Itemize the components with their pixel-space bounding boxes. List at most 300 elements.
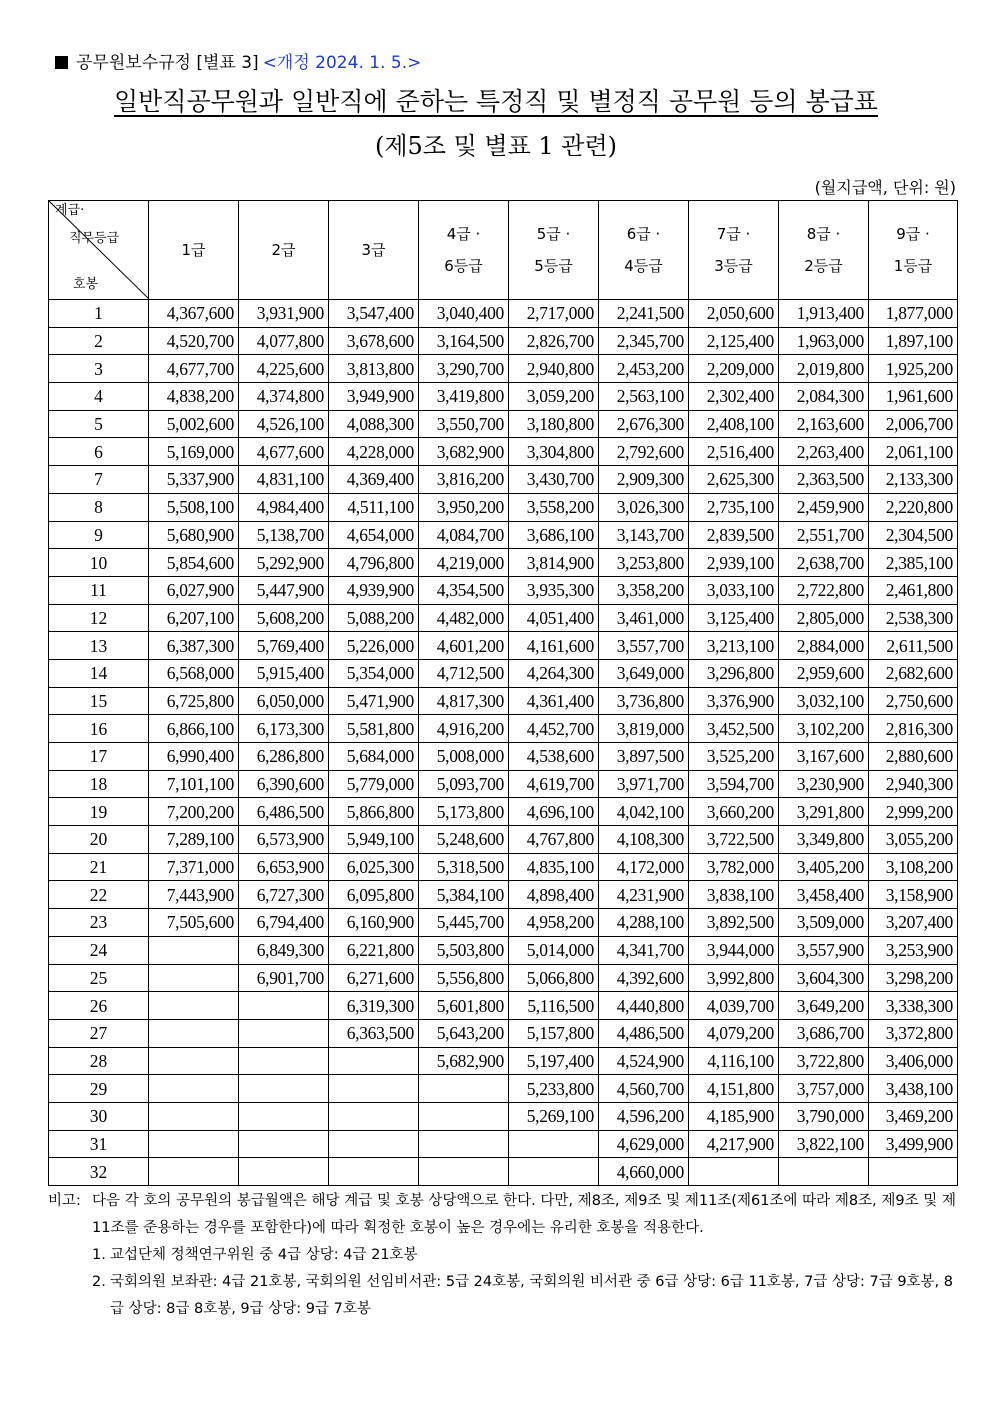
salary-cell: 3,822,100 (779, 1130, 869, 1158)
salary-cell: 3,499,900 (869, 1130, 958, 1158)
salary-cell: 5,088,200 (329, 604, 419, 632)
salary-cell: 5,684,000 (329, 743, 419, 771)
salary-cell: 2,363,500 (779, 466, 869, 494)
salary-cell: 2,792,600 (599, 438, 689, 466)
table-row (49, 936, 958, 964)
salary-cell (329, 1158, 419, 1186)
column-header: 7급 · 3등급 (689, 201, 779, 300)
salary-cell: 3,931,900 (239, 300, 329, 328)
document-subtitle: (제5조 및 별표 1 관련) (374, 132, 618, 160)
salary-cell: 4,831,100 (239, 466, 329, 494)
salary-cell: 3,557,900 (779, 936, 869, 964)
salary-cell: 5,197,400 (509, 1047, 599, 1075)
salary-cell: 4,225,600 (239, 355, 329, 383)
salary-cell: 2,676,300 (599, 410, 689, 438)
salary-cell: 3,253,800 (599, 549, 689, 577)
salary-cell: 5,292,900 (239, 549, 329, 577)
salary-cell: 6,990,400 (149, 743, 239, 771)
salary-cell: 4,767,800 (509, 826, 599, 854)
salary-cell: 3,558,200 (509, 493, 599, 521)
column-header: 9급 · 1등급 (869, 201, 958, 300)
salary-cell: 7,443,900 (149, 881, 239, 909)
step-cell: 3 (49, 355, 149, 383)
salary-cell (239, 1158, 329, 1186)
salary-cell: 4,369,400 (329, 466, 419, 494)
salary-cell: 4,039,700 (689, 992, 779, 1020)
salary-cell: 5,581,800 (329, 715, 419, 743)
table-row (49, 992, 958, 1020)
salary-cell: 3,550,700 (419, 410, 509, 438)
salary-cell: 4,288,100 (599, 909, 689, 937)
salary-cell (149, 992, 239, 1020)
salary-cell: 2,133,300 (869, 466, 958, 494)
salary-cell: 3,055,200 (869, 826, 958, 854)
salary-cell: 3,290,700 (419, 355, 509, 383)
step-cell: 27 (49, 1019, 149, 1047)
salary-cell: 5,779,000 (329, 770, 419, 798)
salary-cell: 3,678,600 (329, 327, 419, 355)
salary-cell: 6,901,700 (239, 964, 329, 992)
salary-cell: 7,101,100 (149, 770, 239, 798)
step-cell: 7 (49, 466, 149, 494)
salary-cell: 6,849,300 (239, 936, 329, 964)
salary-cell: 4,619,700 (509, 770, 599, 798)
salary-cell: 6,207,100 (149, 604, 239, 632)
salary-cell: 4,835,100 (509, 853, 599, 881)
table-row (49, 410, 958, 438)
salary-cell (779, 1158, 869, 1186)
salary-cell: 4,161,600 (509, 632, 599, 660)
salary-cell: 5,157,800 (509, 1019, 599, 1047)
salary-cell: 5,445,700 (419, 909, 509, 937)
salary-cell: 6,486,500 (239, 798, 329, 826)
salary-cell: 4,108,300 (599, 826, 689, 854)
salary-cell: 2,084,300 (779, 383, 869, 411)
salary-cell: 2,459,900 (779, 493, 869, 521)
salary-cell: 3,547,400 (329, 300, 419, 328)
salary-cell: 3,686,100 (509, 521, 599, 549)
salary-cell: 2,682,600 (869, 659, 958, 687)
square-bullet-icon (55, 56, 68, 69)
table-row (49, 521, 958, 549)
salary-cell (329, 1047, 419, 1075)
corner-label-rank: 계급· (55, 203, 85, 218)
salary-cell: 4,524,900 (599, 1047, 689, 1075)
table-row (49, 632, 958, 660)
salary-cell (149, 936, 239, 964)
salary-cell: 7,505,600 (149, 909, 239, 937)
remarks-main (48, 1188, 956, 1242)
salary-table-body (49, 300, 958, 1186)
table-row (49, 549, 958, 577)
salary-cell: 2,563,100 (599, 383, 689, 411)
salary-cell (509, 1158, 599, 1186)
salary-cell: 3,757,000 (779, 1075, 869, 1103)
salary-cell: 3,686,700 (779, 1019, 869, 1047)
salary-cell: 2,061,100 (869, 438, 958, 466)
salary-cell: 3,033,100 (689, 576, 779, 604)
step-cell: 26 (49, 992, 149, 1020)
salary-cell: 4,452,700 (509, 715, 599, 743)
salary-cell: 4,482,000 (419, 604, 509, 632)
salary-cell (239, 992, 329, 1020)
table-row (49, 659, 958, 687)
salary-cell: 3,230,900 (779, 770, 869, 798)
salary-cell: 3,992,800 (689, 964, 779, 992)
salary-cell (419, 1075, 509, 1103)
salary-cell: 2,909,300 (599, 466, 689, 494)
salary-cell: 2,826,700 (509, 327, 599, 355)
salary-cell (239, 1047, 329, 1075)
salary-cell: 3,430,700 (509, 466, 599, 494)
salary-cell: 5,680,900 (149, 521, 239, 549)
salary-cell: 5,643,200 (419, 1019, 509, 1047)
salary-cell: 4,051,400 (509, 604, 599, 632)
salary-cell: 4,088,300 (329, 410, 419, 438)
table-row (49, 604, 958, 632)
step-cell: 22 (49, 881, 149, 909)
table-row (49, 300, 958, 328)
salary-cell: 7,289,100 (149, 826, 239, 854)
salary-cell (149, 1130, 239, 1158)
salary-cell: 5,269,100 (509, 1102, 599, 1130)
step-cell: 18 (49, 770, 149, 798)
salary-cell: 3,892,500 (689, 909, 779, 937)
salary-cell: 5,173,800 (419, 798, 509, 826)
salary-cell: 2,385,100 (869, 549, 958, 577)
salary-cell: 2,453,200 (599, 355, 689, 383)
salary-cell: 5,066,800 (509, 964, 599, 992)
salary-cell: 5,233,800 (509, 1075, 599, 1103)
salary-cell: 5,354,000 (329, 659, 419, 687)
salary-cell: 5,248,600 (419, 826, 509, 854)
salary-cell: 4,354,500 (419, 576, 509, 604)
salary-cell: 5,601,800 (419, 992, 509, 1020)
salary-cell: 3,213,100 (689, 632, 779, 660)
salary-cell: 3,304,800 (509, 438, 599, 466)
salary-cell: 3,406,000 (869, 1047, 958, 1075)
salary-cell: 5,384,100 (419, 881, 509, 909)
step-cell: 28 (49, 1047, 149, 1075)
salary-cell: 4,526,100 (239, 410, 329, 438)
salary-cell: 2,611,500 (869, 632, 958, 660)
salary-cell (419, 1130, 509, 1158)
table-row (49, 1158, 958, 1186)
salary-cell: 2,220,800 (869, 493, 958, 521)
salary-cell: 2,816,300 (869, 715, 958, 743)
salary-cell (239, 1075, 329, 1103)
table-row (49, 687, 958, 715)
salary-cell: 5,769,400 (239, 632, 329, 660)
salary-cell: 6,319,300 (329, 992, 419, 1020)
salary-cell: 5,447,900 (239, 576, 329, 604)
salary-cell: 2,241,500 (599, 300, 689, 328)
salary-cell: 5,854,600 (149, 549, 239, 577)
salary-cell: 5,318,500 (419, 853, 509, 881)
table-row (49, 383, 958, 411)
table-row (49, 1102, 958, 1130)
salary-cell (149, 1047, 239, 1075)
step-cell: 13 (49, 632, 149, 660)
salary-cell: 4,486,500 (599, 1019, 689, 1047)
salary-cell: 3,722,500 (689, 826, 779, 854)
salary-cell: 3,298,200 (869, 964, 958, 992)
step-cell: 12 (49, 604, 149, 632)
salary-cell: 2,019,800 (779, 355, 869, 383)
salary-cell: 4,660,000 (599, 1158, 689, 1186)
salary-cell: 3,026,300 (599, 493, 689, 521)
salary-cell: 4,596,200 (599, 1102, 689, 1130)
salary-cell: 6,271,600 (329, 964, 419, 992)
salary-cell: 4,440,800 (599, 992, 689, 1020)
salary-cell: 3,722,800 (779, 1047, 869, 1075)
salary-cell: 3,814,900 (509, 549, 599, 577)
salary-cell: 3,649,200 (779, 992, 869, 1020)
salary-table (48, 200, 958, 1186)
salary-cell: 3,158,900 (869, 881, 958, 909)
salary-cell: 2,638,700 (779, 549, 869, 577)
table-row (49, 466, 958, 494)
salary-cell: 4,374,800 (239, 383, 329, 411)
step-cell: 15 (49, 687, 149, 715)
table-row (49, 576, 958, 604)
salary-cell: 3,897,500 (599, 743, 689, 771)
salary-cell: 5,949,100 (329, 826, 419, 854)
salary-cell: 2,345,700 (599, 327, 689, 355)
amendment-date: <개정 2024. 1. 5.> (262, 53, 422, 73)
salary-cell: 2,125,400 (689, 327, 779, 355)
salary-cell: 3,790,000 (779, 1102, 869, 1130)
salary-cell: 4,231,900 (599, 881, 689, 909)
salary-cell: 5,508,100 (149, 493, 239, 521)
salary-cell: 3,660,200 (689, 798, 779, 826)
table-row (49, 909, 958, 937)
salary-cell: 3,108,200 (869, 853, 958, 881)
salary-cell: 3,338,300 (869, 992, 958, 1020)
salary-cell: 5,002,600 (149, 410, 239, 438)
table-header-row (49, 201, 958, 300)
column-header: 6급 · 4등급 (599, 201, 689, 300)
salary-cell: 5,226,000 (329, 632, 419, 660)
salary-cell: 2,722,800 (779, 576, 869, 604)
table-row (49, 881, 958, 909)
salary-cell (869, 1158, 958, 1186)
corner-header-cell (49, 201, 149, 300)
salary-cell: 6,866,100 (149, 715, 239, 743)
salary-cell (239, 1019, 329, 1047)
salary-cell: 3,376,900 (689, 687, 779, 715)
step-cell: 6 (49, 438, 149, 466)
salary-cell: 2,516,400 (689, 438, 779, 466)
salary-cell: 6,160,900 (329, 909, 419, 937)
salary-cell (329, 1075, 419, 1103)
salary-cell: 4,367,600 (149, 300, 239, 328)
salary-cell: 3,949,900 (329, 383, 419, 411)
salary-cell: 1,961,600 (869, 383, 958, 411)
salary-cell: 3,813,800 (329, 355, 419, 383)
salary-cell: 5,337,900 (149, 466, 239, 494)
column-header: 8급 · 2등급 (779, 201, 869, 300)
salary-cell: 5,169,000 (149, 438, 239, 466)
salary-cell: 4,898,400 (509, 881, 599, 909)
salary-cell (239, 1102, 329, 1130)
salary-cell: 3,594,700 (689, 770, 779, 798)
document-title-text: 일반직공무원과 일반직에 준하는 특정직 및 별정직 공무원 등의 봉급표 (114, 87, 878, 116)
corner-label-grade: 직무등급 (69, 231, 120, 246)
salary-cell: 2,408,100 (689, 410, 779, 438)
salary-cell: 2,940,800 (509, 355, 599, 383)
salary-cell: 2,209,000 (689, 355, 779, 383)
salary-cell: 6,221,800 (329, 936, 419, 964)
salary-cell: 3,682,900 (419, 438, 509, 466)
salary-cell: 4,677,700 (149, 355, 239, 383)
step-cell: 31 (49, 1130, 149, 1158)
salary-cell: 5,608,200 (239, 604, 329, 632)
step-cell: 24 (49, 936, 149, 964)
salary-cell: 4,712,500 (419, 659, 509, 687)
salary-cell: 3,469,200 (869, 1102, 958, 1130)
salary-cell: 5,556,800 (419, 964, 509, 992)
salary-cell: 3,032,100 (779, 687, 869, 715)
salary-cell: 1,925,200 (869, 355, 958, 383)
salary-cell: 7,371,000 (149, 853, 239, 881)
salary-cell: 4,677,600 (239, 438, 329, 466)
salary-cell: 2,551,700 (779, 521, 869, 549)
salary-cell: 2,940,300 (869, 770, 958, 798)
salary-cell: 6,025,300 (329, 853, 419, 881)
salary-cell: 2,880,600 (869, 743, 958, 771)
remarks-item: 1. 교섭단체 정책연구위원 중 4급 상당: 4급 21호봉 (92, 1247, 418, 1263)
salary-cell: 4,538,600 (509, 743, 599, 771)
salary-cell: 5,915,400 (239, 659, 329, 687)
salary-cell: 5,093,700 (419, 770, 509, 798)
salary-cell: 3,452,500 (689, 715, 779, 743)
salary-cell: 6,027,900 (149, 576, 239, 604)
step-cell: 30 (49, 1102, 149, 1130)
salary-cell: 3,405,200 (779, 853, 869, 881)
salary-cell: 6,173,300 (239, 715, 329, 743)
salary-cell: 4,984,400 (239, 493, 329, 521)
salary-cell: 4,217,900 (689, 1130, 779, 1158)
salary-cell: 3,040,400 (419, 300, 509, 328)
salary-cell: 4,629,000 (599, 1130, 689, 1158)
salary-cell: 2,884,000 (779, 632, 869, 660)
column-header: 2급 (239, 201, 329, 300)
step-cell: 19 (49, 798, 149, 826)
salary-cell (149, 1019, 239, 1047)
salary-cell: 6,727,300 (239, 881, 329, 909)
salary-cell: 6,794,400 (239, 909, 329, 937)
regulation-label: 공무원보수규정 [별표 3] (76, 53, 259, 73)
salary-cell: 3,372,800 (869, 1019, 958, 1047)
salary-cell: 2,304,500 (869, 521, 958, 549)
salary-cell: 3,838,100 (689, 881, 779, 909)
table-row (49, 493, 958, 521)
salary-cell: 2,939,100 (689, 549, 779, 577)
salary-cell: 2,050,600 (689, 300, 779, 328)
column-header: 5급 · 5등급 (509, 201, 599, 300)
table-row (49, 355, 958, 383)
salary-cell: 5,503,800 (419, 936, 509, 964)
salary-cell: 3,557,700 (599, 632, 689, 660)
salary-cell: 6,390,600 (239, 770, 329, 798)
salary-cell: 4,796,800 (329, 549, 419, 577)
salary-cell: 3,935,300 (509, 576, 599, 604)
salary-cell: 5,138,700 (239, 521, 329, 549)
salary-cell: 2,717,000 (509, 300, 599, 328)
column-header: 3급 (329, 201, 419, 300)
salary-cell: 4,392,600 (599, 964, 689, 992)
step-cell: 14 (49, 659, 149, 687)
salary-cell: 6,363,500 (329, 1019, 419, 1047)
step-cell: 23 (49, 909, 149, 937)
column-header: 4급 · 6등급 (419, 201, 509, 300)
salary-cell: 6,095,800 (329, 881, 419, 909)
salary-cell: 1,913,400 (779, 300, 869, 328)
salary-cell: 4,511,100 (329, 493, 419, 521)
salary-cell: 4,838,200 (149, 383, 239, 411)
salary-cell: 2,625,300 (689, 466, 779, 494)
table-row (49, 438, 958, 466)
salary-cell: 2,163,600 (779, 410, 869, 438)
salary-cell: 5,014,000 (509, 936, 599, 964)
salary-cell: 3,102,200 (779, 715, 869, 743)
remarks (48, 1188, 956, 1323)
table-row (49, 770, 958, 798)
salary-cell: 4,958,200 (509, 909, 599, 937)
salary-cell: 3,950,200 (419, 493, 509, 521)
salary-cell: 6,573,900 (239, 826, 329, 854)
salary-cell: 6,653,900 (239, 853, 329, 881)
salary-cell: 3,816,200 (419, 466, 509, 494)
step-cell: 32 (49, 1158, 149, 1186)
table-row (49, 1075, 958, 1103)
salary-cell: 6,050,000 (239, 687, 329, 715)
salary-cell: 3,143,700 (599, 521, 689, 549)
salary-cell (239, 1130, 329, 1158)
salary-cell: 3,461,000 (599, 604, 689, 632)
unit-note: (월지급액, 단위: 원) (814, 178, 956, 197)
salary-cell: 3,180,800 (509, 410, 599, 438)
salary-cell: 5,866,800 (329, 798, 419, 826)
salary-cell: 3,349,800 (779, 826, 869, 854)
step-cell: 25 (49, 964, 149, 992)
salary-cell: 4,520,700 (149, 327, 239, 355)
salary-cell: 4,264,300 (509, 659, 599, 687)
salary-cell: 2,959,600 (779, 659, 869, 687)
salary-cell: 6,568,000 (149, 659, 239, 687)
salary-cell: 2,006,700 (869, 410, 958, 438)
step-cell: 8 (49, 493, 149, 521)
step-cell: 16 (49, 715, 149, 743)
salary-cell: 1,963,000 (779, 327, 869, 355)
salary-cell: 4,939,900 (329, 576, 419, 604)
table-row (49, 715, 958, 743)
salary-cell (329, 1102, 419, 1130)
salary-cell: 4,219,000 (419, 549, 509, 577)
step-cell: 17 (49, 743, 149, 771)
salary-cell: 2,839,500 (689, 521, 779, 549)
salary-cell: 5,682,900 (419, 1047, 509, 1075)
salary-cell: 5,471,900 (329, 687, 419, 715)
table-row (49, 964, 958, 992)
salary-cell (419, 1158, 509, 1186)
document-title (0, 86, 992, 118)
salary-cell: 4,042,100 (599, 798, 689, 826)
step-cell: 5 (49, 410, 149, 438)
salary-cell: 4,151,800 (689, 1075, 779, 1103)
salary-cell: 2,461,800 (869, 576, 958, 604)
